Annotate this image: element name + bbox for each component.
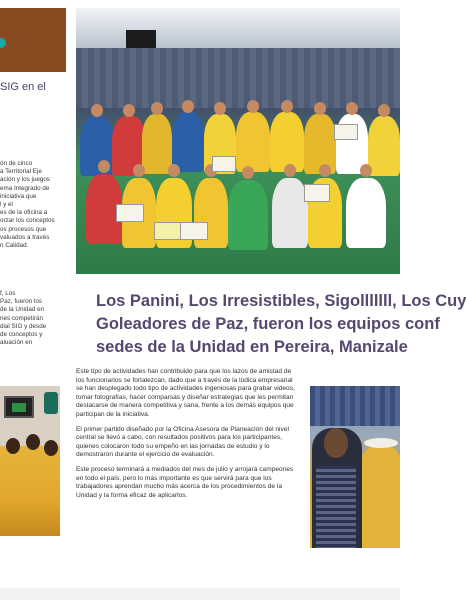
body-paragraph-3: Este proceso terminará a mediados del mes de julio y arrojará campeones en todo el país, pero lo más importante es que servirá para que los trabajadores aprendan mucho más acerca de los procedimientos de la Unidad y la forma eficaz de aplicarlos. bbox=[76, 465, 294, 499]
team-sign bbox=[180, 222, 208, 240]
headline-line-1: Los Panini, Los Irresistibles, Sigolllllll, Los Cuy bbox=[96, 292, 466, 310]
team-sign bbox=[154, 222, 182, 240]
striped-shirt bbox=[316, 466, 356, 548]
left-para2-line: aluación en bbox=[0, 339, 33, 347]
stadium-stands bbox=[76, 48, 400, 108]
left-para2-line: nes competirán bbox=[0, 314, 44, 322]
left-para1-line: ón de cinco bbox=[0, 160, 33, 167]
left-para1-line: iniciativa que bbox=[0, 192, 37, 200]
team-photo bbox=[76, 8, 400, 274]
side-photo bbox=[310, 386, 400, 548]
stadium-roof bbox=[76, 8, 400, 48]
left-para1-line: ación y los juegos bbox=[0, 176, 51, 184]
left-para1-line: ema Integrado de bbox=[0, 184, 50, 192]
left-paragraph-1 bbox=[0, 160, 66, 250]
brand-logo-icon bbox=[0, 38, 6, 48]
stadium-seats bbox=[310, 386, 400, 426]
left-para1-line: orzar los conceptos bbox=[0, 217, 55, 225]
left-para1-line: es de la oficina a bbox=[0, 209, 48, 217]
team-sign bbox=[304, 184, 330, 202]
left-para2-line: de la Unidad en bbox=[0, 306, 45, 314]
sombrero-hat bbox=[364, 438, 398, 448]
left-para2-line: Paz, fueron los bbox=[0, 298, 43, 306]
left-photo bbox=[0, 386, 60, 536]
left-column bbox=[0, 0, 66, 600]
woman-figure bbox=[362, 446, 400, 548]
left-para2-line: dial SIG y desde bbox=[0, 322, 47, 330]
left-paragraph-2 bbox=[0, 290, 66, 347]
header-brand-block bbox=[0, 8, 66, 72]
left-para1-line: n Calidad. bbox=[0, 242, 29, 250]
headline-line-3: sedes de la Unidad en Pereira, Manizale bbox=[96, 338, 408, 356]
scoreboard bbox=[126, 30, 156, 48]
article-headline bbox=[96, 290, 466, 359]
team-sign bbox=[116, 204, 144, 222]
tv-screen-icon bbox=[4, 396, 34, 418]
left-heading: SIG en el bbox=[0, 81, 46, 93]
left-para2-line: f, Los bbox=[0, 290, 16, 297]
article-body bbox=[76, 368, 300, 506]
left-para1-line: valuados a través bbox=[0, 233, 50, 241]
audience-image bbox=[0, 446, 60, 536]
footer-bar bbox=[0, 588, 400, 600]
left-para1-line: a Territorial Eje bbox=[0, 168, 42, 176]
body-paragraph-1: Este tipo de actividades han contribuido para que los lazos de amistad de los funcionarios se fortalezcan, dado que a través de la lúdica empresarial se han desplegado todo tipo de actividades ingeniosas para grabar videos, tomar fotografías, hacer comparsas y diseñar estrategias que les permitan destacarse de manera competitiva y sana, frente a los demás equipos que participan de la iniciativa. bbox=[76, 368, 295, 418]
left-para2-line: de conceptos y bbox=[0, 331, 43, 339]
body-paragraph-2: El primer partido diseñado por la Oficina Asesora de Planeación del nivel central se llevó a cabo, con resultados positivos para los participantes, quienes colocaron todo su empeño en las jornadas de estudio y lo demostraron durante el ejercicio de evaluación. bbox=[76, 425, 289, 459]
logo-banner bbox=[44, 392, 58, 414]
headline-line-2: Goleadores de Paz, fueron los equipos conf bbox=[96, 315, 440, 333]
team-sign bbox=[212, 156, 236, 172]
left-para1-line: os procesos que bbox=[0, 225, 47, 233]
left-para1-line: l y el bbox=[0, 201, 13, 209]
team-sign bbox=[334, 124, 358, 140]
man-head bbox=[324, 428, 348, 458]
